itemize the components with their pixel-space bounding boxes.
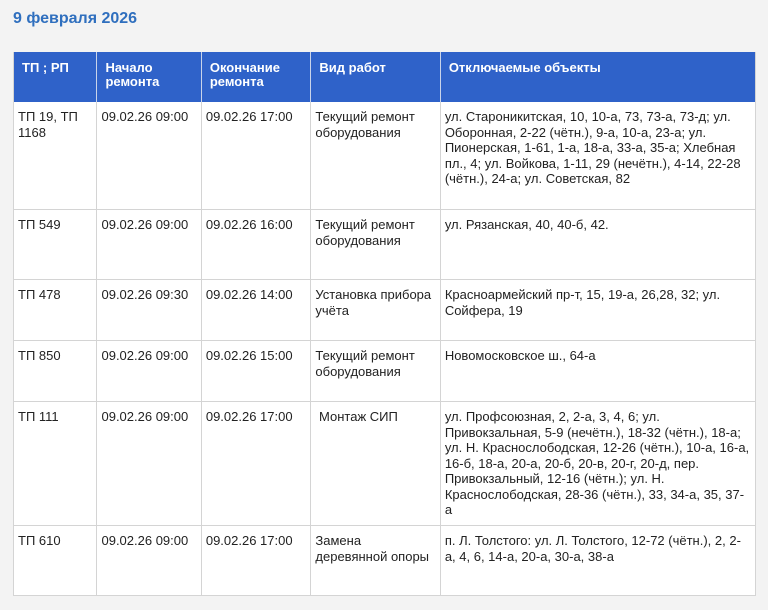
cell-tp: ТП 549 — [14, 210, 97, 280]
table-row — [14, 526, 756, 596]
cell-objects: ул. Староникитская, 10, 10-а, 73, 73-а, 73-д; ул. Оборонная, 2-22 (чётн.), 9-а, 10-а, 23-а; ул. Пионерская, 1-61, 1-а, 18-а, 33-а, 35-а; Хлебная пл., 4; ул. Войкова, 1-11, 29 (нечётн.), 4-14, 22-28 (чётн.), 24-а; ул. Советская, 82 — [440, 102, 755, 210]
cell-start: 09.02.26 09:30 — [97, 280, 201, 341]
cell-objects: Новомосковское ш., 64-а — [440, 341, 755, 402]
cell-work: Замена деревянной опоры — [311, 526, 440, 596]
cell-end: 09.02.26 14:00 — [201, 280, 311, 341]
cell-objects: Красноармейский пр-т, 15, 19-а, 26,28, 32; ул. Сойфера, 19 — [440, 280, 755, 341]
cell-tp: ТП 610 — [14, 526, 97, 596]
cell-tp: ТП 850 — [14, 341, 97, 402]
header-tp: ТП ; РП — [14, 52, 97, 102]
cell-tp: ТП 478 — [14, 280, 97, 341]
cell-start: 09.02.26 09:00 — [97, 526, 201, 596]
cell-start: 09.02.26 09:00 — [97, 341, 201, 402]
cell-work: Текущий ремонт оборудования — [311, 210, 440, 280]
header-work: Вид работ — [311, 52, 440, 102]
table-row — [14, 341, 756, 402]
cell-tp: ТП 19, ТП 1168 — [14, 102, 97, 210]
cell-work: Монтаж СИП — [311, 402, 440, 526]
cell-end: 09.02.26 16:00 — [201, 210, 311, 280]
table-row — [14, 210, 756, 280]
cell-end: 09.02.26 17:00 — [201, 402, 311, 526]
cell-work: Текущий ремонт оборудования — [311, 102, 440, 210]
header-row — [14, 52, 756, 102]
table-row — [14, 280, 756, 341]
header-start: Начало ремонта — [97, 52, 201, 102]
table-header — [14, 52, 756, 102]
cell-start: 09.02.26 09:00 — [97, 102, 201, 210]
header-objects: Отключаемые объекты — [440, 52, 755, 102]
cell-tp: ТП 111 — [14, 402, 97, 526]
outage-schedule-table — [13, 52, 756, 596]
table-row — [14, 102, 756, 210]
cell-end: 09.02.26 17:00 — [201, 102, 311, 210]
cell-work: Текущий ремонт оборудования — [311, 341, 440, 402]
header-end: Окончание ремонта — [201, 52, 311, 102]
cell-objects: ул. Профсоюзная, 2, 2-а, 3, 4, 6; ул. Привокзальная, 5-9 (нечётн.), 18-32 (чётн.), 18-а; ул. Н. Краснослободская, 12-26 (чётн.), 10-а, 16-а, 16-б, 18-а, 20-а, 20-б, 20-в, 20-г, 20-д, пер. Привокзальный, 12-16 (чётн.); ул. Н. Краснослободская, 28-36 (чётн.), 33, 34-а, 35, 37-а — [440, 402, 755, 526]
cell-start: 09.02.26 09:00 — [97, 210, 201, 280]
cell-work: Установка прибора учёта — [311, 280, 440, 341]
cell-objects: п. Л. Толстого: ул. Л. Толстого, 12-72 (чётн.), 2, 2-а, 4, 6, 14-а, 20-а, 30-а, 38-а — [440, 526, 755, 596]
cell-start: 09.02.26 09:00 — [97, 402, 201, 526]
cell-end: 09.02.26 17:00 — [201, 526, 311, 596]
page-title: 9 февраля 2026 — [13, 10, 138, 27]
table-body — [14, 102, 756, 596]
cell-objects: ул. Рязанская, 40, 40-б, 42. — [440, 210, 755, 280]
table-row — [14, 402, 756, 526]
cell-end: 09.02.26 15:00 — [201, 341, 311, 402]
